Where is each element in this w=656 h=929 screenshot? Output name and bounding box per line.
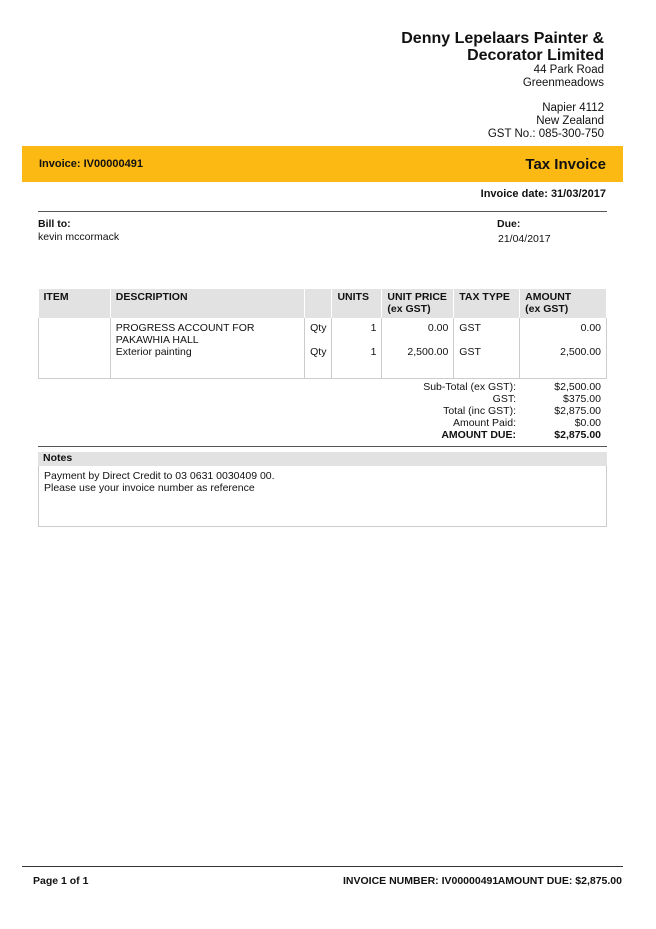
row-uom: Qty	[305, 346, 332, 358]
company-name-line1: Denny Lepelaars Painter &	[401, 30, 604, 47]
notes-body	[38, 466, 607, 527]
company-address2: Greenmeadows	[522, 77, 604, 89]
row-tax-type: GST	[454, 346, 520, 358]
total-value: $2,875.00	[554, 405, 601, 417]
footer-amount-due: AMOUNT DUE: $2,875.00	[497, 875, 622, 887]
row-tax-type: GST	[454, 318, 520, 346]
row-description: PROGRESS ACCOUNT FOR PAKAWHIA HALL	[110, 318, 304, 346]
line-items-table	[38, 289, 607, 379]
amount-due-label: AMOUNT DUE:	[441, 429, 516, 441]
row-unit-price: 0.00	[382, 318, 454, 346]
row-amount: 0.00	[520, 318, 607, 346]
table-row	[39, 318, 607, 346]
company-gst: GST No.: 085-300-750	[487, 128, 604, 140]
due-label: Due:	[497, 218, 521, 230]
header-description: DESCRIPTION	[110, 289, 304, 318]
company-address1: 44 Park Road	[533, 64, 604, 76]
divider	[38, 211, 607, 212]
row-units: 1	[332, 346, 382, 358]
divider	[38, 446, 607, 447]
gst-label: GST:	[492, 393, 516, 405]
totals-block	[356, 381, 601, 441]
total-label: Total (inc GST):	[443, 405, 516, 417]
notes-line: Please use your invoice number as reference	[44, 482, 255, 494]
amount-due-value: $2,875.00	[554, 429, 601, 441]
row-description: Exterior painting	[110, 346, 304, 358]
header-uom	[305, 289, 332, 318]
paid-label: Amount Paid:	[452, 417, 516, 429]
bill-to-label: Bill to:	[38, 218, 71, 230]
footer-divider	[22, 866, 623, 867]
bill-to-name: kevin mccormack	[38, 231, 120, 243]
company-address4: New Zealand	[536, 115, 604, 127]
header-units: UNITS	[332, 289, 382, 318]
table-row	[39, 346, 607, 358]
header-tax-type: TAX TYPE	[454, 289, 520, 318]
table-header-row	[39, 289, 607, 318]
row-uom: Qty	[305, 318, 332, 346]
row-units: 1	[332, 318, 382, 346]
header-amount: AMOUNT (ex GST)	[520, 289, 607, 318]
header-item: ITEM	[39, 289, 111, 318]
footer-invoice-number: INVOICE NUMBER: IV00000491	[343, 875, 499, 887]
invoice-banner	[22, 146, 623, 182]
table-filler-row	[39, 358, 607, 379]
invoice-number-label: Invoice: IV00000491	[39, 158, 143, 170]
notes-title: Notes	[38, 452, 607, 466]
page-number: Page 1 of 1	[33, 875, 89, 887]
invoice-date: Invoice date: 31/03/2017	[480, 188, 606, 200]
row-amount: 2,500.00	[520, 346, 607, 358]
paid-value: $0.00	[574, 417, 601, 429]
row-unit-price: 2,500.00	[382, 346, 454, 358]
gst-value: $375.00	[563, 393, 601, 405]
header-unit-price: UNIT PRICE (ex GST)	[382, 289, 454, 318]
company-block	[401, 30, 604, 141]
document-title: Tax Invoice	[525, 156, 606, 173]
subtotal-value: $2,500.00	[554, 381, 601, 393]
due-date: 21/04/2017	[498, 233, 551, 245]
company-address3: Napier 4112	[542, 102, 604, 114]
company-name-line2: Decorator Limited	[467, 47, 604, 64]
notes-line: Payment by Direct Credit to 03 0631 0030409 00.	[44, 470, 275, 482]
subtotal-label: Sub-Total (ex GST):	[423, 381, 516, 393]
